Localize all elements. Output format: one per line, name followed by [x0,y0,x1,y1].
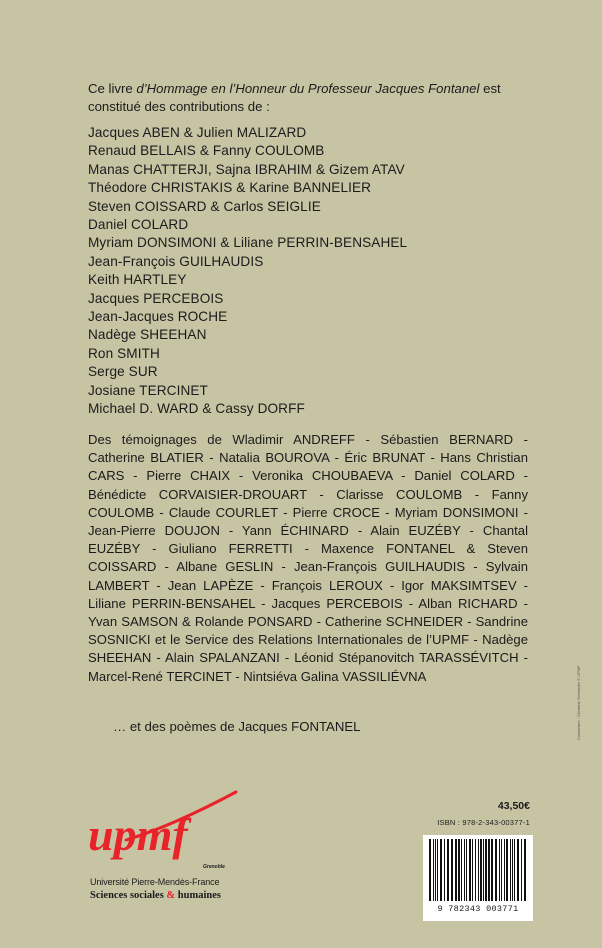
barcode-bar [464,839,465,901]
barcode-bar [506,839,508,901]
intro-after: est constitué des contributions de : [88,81,501,114]
tagline-ampersand: & [166,890,176,901]
barcode-bar [517,839,519,901]
barcode-bar [510,839,511,901]
barcode-bar [475,839,476,901]
list-item: Jacques ABEN & Julien MALIZARD [88,125,307,140]
barcode-bar [480,839,482,901]
list-item: Steven COISSARD & Carlos SEIGLIE [88,198,321,214]
cover-credit: Couverture : Christine Schneider © UPMF [576,665,581,740]
list-item: Serge SUR [88,364,158,380]
barcode-bar [504,839,505,901]
barcode-bar [440,839,442,901]
list-item: Manas CHATTERJI, Sajna IBRAHIM & Gizem ATAV [88,161,405,177]
barcode-bar [483,839,484,901]
upmf-logo [86,788,256,868]
barcode-bar [451,839,453,901]
barcode-bar [444,839,445,901]
barcode-bar [433,839,434,901]
list-item: Myriam DONSIMONI & Liliane PERRIN-BENSAHEL [88,235,408,251]
barcode-bar [512,839,513,901]
list-item: Jacques PERCEBOIS [88,290,224,306]
barcode-bar [435,839,436,901]
barcode-bar [495,839,497,901]
list-item: Théodore CHRISTAKIS & Karine BANNELIER [88,180,372,196]
barcode-bar [521,839,522,901]
list-item: Nadège SHEEHAN [88,327,207,343]
barcode-digits: 9 782343 003771 [437,904,519,914]
isbn: ISBN : 978-2-343-00377-1 [437,818,530,827]
barcode [423,835,533,921]
list-item: Jean-François GUILHAUDIS [88,253,264,269]
logo-wordmark: upmf [88,809,188,860]
university-name: Université Pierre-Mendès-France [90,877,220,887]
barcode-bar [501,839,502,901]
barcode-bar [478,839,479,901]
barcode-bar [488,839,490,901]
barcode-bar [447,839,449,901]
book-title: d’Hommage en l’Honneur du Professeur Jacques Fontanel [136,81,480,96]
intro-before: Ce livre [88,81,137,96]
barcode-bar [499,839,500,901]
list-item: Daniel COLARD [88,217,189,233]
barcode-bars [423,835,533,905]
barcode-bar [466,839,467,901]
barcode-bar [429,839,431,901]
barcode-bar [437,839,438,901]
logo-city: Grenoble [203,864,225,870]
barcode-bar [524,839,526,901]
university-tagline [90,890,221,901]
list-item: Michael D. WARD & Cassy DORFF [88,401,305,417]
list-item: Keith HARTLEY [88,272,187,288]
list-item: Josiane TERCINET [88,382,208,398]
barcode-bar [491,839,493,901]
barcode-bar [485,839,487,901]
list-item: Ron SMITH [88,345,160,361]
list-item: Jean-Jacques ROCHE [88,309,228,325]
contributors-list [88,124,540,419]
price: 43,50€ [497,800,530,812]
barcode-bar [458,839,460,901]
tagline-part2: humaines [175,890,221,901]
testimonials-paragraph: Des témoignages de Wladimir ANDREFF - Sébastien BERNARD - Catherine BLATIER - Natalia BOUROVA - Éric BRUNAT - Hans Christian CARS - Pierre CHAIX - Veronika CHOUBAEVA - Daniel COLARD - Bénédicte CORVAISIER-DROUART - Clarisse COULOMB - Fanny COULOMB - Claude COURLET - Pierre CROCE - Myriam DONSIMONI - Jean-Pierre DOUJON - Yann ÉCHINARD - Alain EUZÉBY - Chantal EUZÉBY - Giuliano FERRETTI - Maxence FONTANEL & Steven COISSARD - Albane GESLIN - Jean-François GUILHAUDIS - Sylvain LAMBERT - Jean LAPÈZE - François LEROUX - Igor MAKSIMTSEV - Liliane PERRIN-BENSAHEL - Jacques PERCEBOIS - Alban RICHARD - Yvan SAMSON & Rolande PONSARD - Catherine SCHNEIDER - Sandrine SOSNICKI et le Service des Relations Internationales de l’UPMF - Nadège SHEEHAN - Alain SPALANZANI - Léonid Stépanovitch TARASSÉVITCH - Marcel-René TERCINET - Nintsiéva Galina VASSILIÉVNA [88,432,528,684]
barcode-bar [455,839,457,901]
barcode-bar [514,839,515,901]
tagline-part1: Sciences sociales [90,890,167,901]
barcode-bar [472,839,473,901]
list-item: Renaud BELLAIS & Fanny COULOMB [88,143,325,159]
barcode-bar [461,839,462,901]
intro-text [88,80,540,116]
barcode-bar [469,839,471,901]
poems-line: … et des poèmes de Jacques FONTANEL [113,719,361,734]
